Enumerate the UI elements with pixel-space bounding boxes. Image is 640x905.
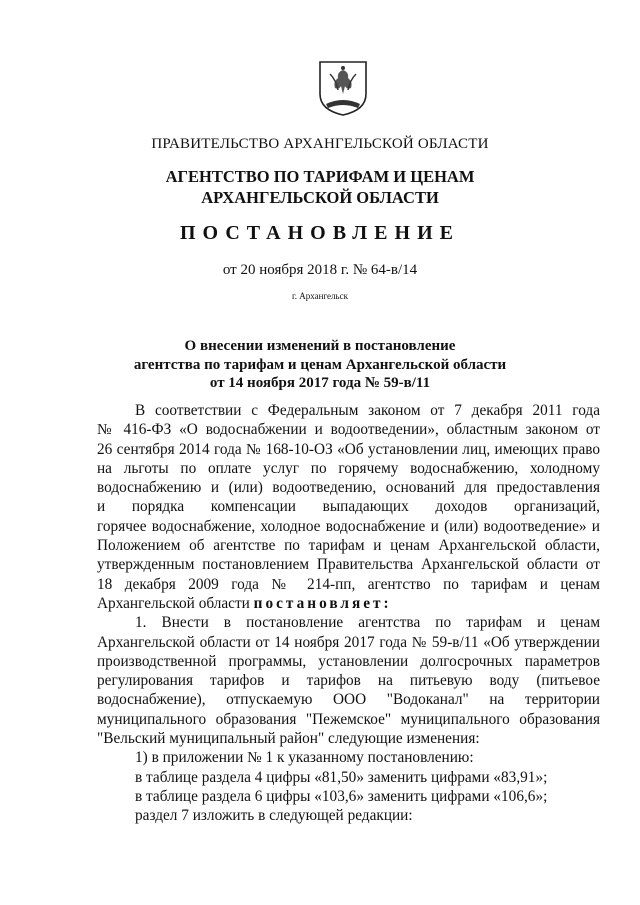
body-line: № 416-ФЗ «О водоснабжении и водоотведении», областным законом от	[97, 421, 600, 439]
resolves-word: постановляет:	[253, 594, 392, 612]
body-line: водоснабжению и (или) водоотведению, оснований для предоставления	[97, 479, 600, 497]
resolves-prefix: Архангельской области	[97, 594, 254, 612]
body-line: водоснабжение), отпускаемую ООО "Водоканал" на территории	[97, 691, 600, 709]
body-line: на льготы по оплате услуг по горячему водоснабжению, холодному	[97, 459, 600, 477]
agency-name-line1: АГЕНТСТВО ПО ТАРИФАМ И ЦЕНАМ	[165, 167, 475, 186]
subject-line3: от 14 ноября 2017 года № 59-в/11	[209, 375, 431, 391]
list-item: 1) в приложении № 1 к указанному постановлению:	[135, 749, 474, 767]
body-line: "Вельский муниципальный район" следующие изменения:	[97, 730, 480, 748]
body-line: Архангельской области от 14 ноября 2017 года № 59-в/11 «Об утверждении	[97, 633, 600, 651]
body-line: производственной программы, установлении долгосрочных параметров	[97, 652, 600, 670]
body-line: утвержденным постановлением Правительства Архангельской области от	[97, 556, 600, 574]
agency-name-line2: АРХАНГЕЛЬСКОЙ ОБЛАСТИ	[201, 188, 439, 207]
body-line: и порядка компенсации выпадающих доходов организаций,	[97, 498, 600, 516]
document-type: ПОСТАНОВЛЕНИЕ	[180, 222, 460, 244]
agency-name	[0, 166, 640, 208]
document-date-number: от 20 ноября 2018 г. № 64-в/14	[222, 262, 418, 278]
body-line: регулирования тарифов и тарифов на питьевую воду (питьевое	[97, 672, 600, 690]
body-line: 18 декабря 2009 года № 214-пп, агентство по тарифам и ценам	[97, 575, 600, 593]
government-name: ПРАВИТЕЛЬСТВО АРХАНГЕЛЬСКОЙ ОБЛАСТИ	[151, 136, 489, 152]
body-line-resolves	[97, 594, 600, 613]
body-line: В соответствии с Федеральным законом от 7 декабря 2011 года	[135, 402, 600, 419]
body-line: муниципального образования "Пежемское" муниципального образования	[97, 710, 600, 728]
subject-line2: агентства по тарифам и ценам Архангельской области	[133, 356, 507, 373]
document-body	[97, 401, 600, 826]
document-city: г. Архангельск	[292, 291, 348, 301]
subject-line1: О внесении изменений в постановление	[184, 338, 456, 354]
body-line: 26 сентября 2014 года № 168-10-ОЗ «Об установлении лиц, имеющих право	[97, 440, 600, 458]
document-subject	[0, 337, 640, 393]
coat-of-arms-icon	[318, 60, 368, 116]
list-item: в таблице раздела 4 цифры «81,50» заменить цифрами «83,91»;	[135, 768, 548, 786]
body-line: Положением об агентстве по тарифам и ценам Архангельской области,	[97, 537, 600, 555]
body-line: 1. Внести в постановление агентства по тарифам и ценам	[135, 614, 600, 632]
list-item: раздел 7 изложить в следующей редакции:	[135, 807, 413, 825]
list-item: в таблице раздела 6 цифры «103,6» заменить цифрами «106,6»;	[135, 787, 548, 805]
body-line: горячее водоснабжение, холодное водоснабжение и (или) водоотведение» и	[97, 517, 600, 535]
